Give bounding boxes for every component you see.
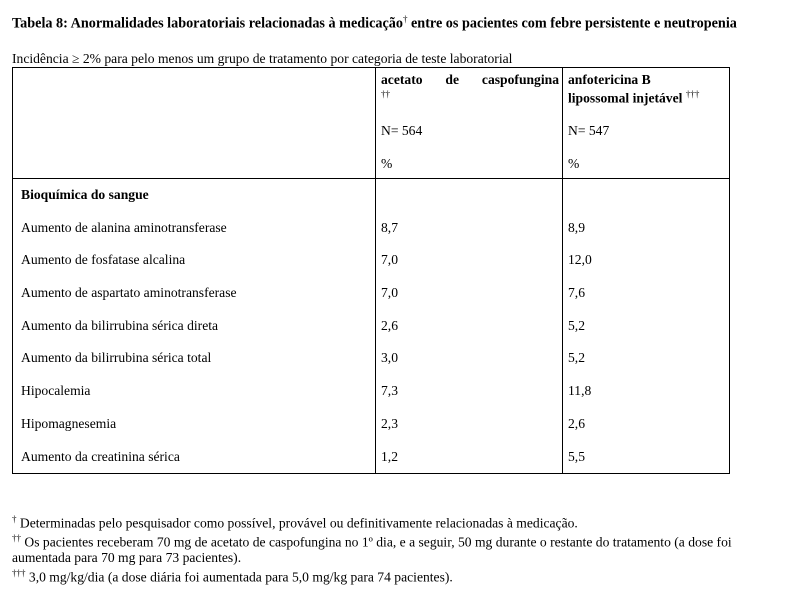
row-label: Aumento da creatinina sérica <box>21 448 180 464</box>
caspofungina-value: 7,0 <box>381 252 398 268</box>
caspofungina-value: 2,6 <box>381 317 398 333</box>
header-caspofungina-label: acetato de caspofungina <box>381 72 559 87</box>
caspofungina-value: 3,0 <box>381 350 398 366</box>
table-title-text-end: entre os pacientes com febre persistente e neutropenia <box>407 15 737 32</box>
header-anfotericina-unit: % <box>568 155 580 171</box>
footnote <box>12 512 792 531</box>
anfotericina-value: 12,0 <box>568 252 592 268</box>
table-body-row <box>13 179 730 474</box>
anfotericina-value: 5,5 <box>568 448 585 464</box>
header-caspofungina <box>376 68 563 179</box>
header-anfotericina-label-2: lipossomal injetável <box>568 90 683 106</box>
row-label: Aumento de alanina aminotransferase <box>21 219 227 235</box>
header-caspofungina-n: N= 564 <box>381 122 423 138</box>
table-subtitle: Incidência ≥ 2% para pelo menos um grupo de tratamento por categoria de teste laboratorial <box>12 51 513 66</box>
footnote-mark: †† <box>12 533 21 544</box>
double-dagger-mark: †† <box>381 89 390 99</box>
caspofungina-value: 8,7 <box>381 219 398 235</box>
lab-abnormalities-table <box>12 67 730 474</box>
header-anfotericina <box>563 68 730 179</box>
anfotericina-value: 8,9 <box>568 219 585 235</box>
footnote <box>12 566 792 585</box>
anfotericina-values-cell <box>563 179 730 474</box>
header-anfotericina-n: N= 547 <box>568 122 610 138</box>
row-label: Aumento da bilirrubina sérica total <box>21 350 212 366</box>
row-labels-cell <box>13 179 376 474</box>
anfotericina-value: 5,2 <box>568 317 585 333</box>
triple-dagger-mark: ††† <box>685 89 700 99</box>
header-anfotericina-label-1: anfotericina B <box>568 72 651 87</box>
header-empty-cell <box>13 68 376 179</box>
table-title-text: Tabela 8: Anormalidades laboratoriais relacionadas à medicação <box>12 15 403 32</box>
footnote-mark: ††† <box>12 567 26 578</box>
footnote-mark: † <box>12 514 17 524</box>
row-label: Aumento de fosfatase alcalina <box>21 252 186 268</box>
caspofungina-value: 2,3 <box>381 415 398 431</box>
footnote-text: 3,0 mg/kg/dia (a dose diária foi aumentada para 5,0 mg/kg para 74 pacientes). <box>25 569 453 585</box>
dagger-mark: † <box>402 14 408 24</box>
header-caspofungina-unit: % <box>381 155 393 171</box>
anfotericina-value: 2,6 <box>568 415 585 431</box>
anfotericina-value: 11,8 <box>568 383 592 399</box>
caspofungina-value: 7,3 <box>381 383 398 399</box>
row-label: Aumento de aspartato aminotransferase <box>21 285 237 301</box>
anfotericina-value: 7,6 <box>568 285 585 301</box>
caspofungina-value: 7,0 <box>381 285 398 301</box>
caspofungina-value: 1,2 <box>381 448 398 464</box>
footnote-text: Os pacientes receberam 70 mg de acetato de caspofungina no 1º dia, e a seguir, 50 mg durante o restante do tratamento (a dose foi aumentada para 70 mg para 73 pacientes). <box>12 534 732 566</box>
footnotes <box>12 512 792 585</box>
footnote <box>12 531 792 566</box>
table-title <box>12 12 792 32</box>
row-label: Hipomagnesemia <box>21 415 117 431</box>
table-header-row <box>13 68 730 179</box>
caspofungina-values-cell <box>376 179 563 474</box>
anfotericina-value: 5,2 <box>568 350 585 366</box>
footnote-text: Determinadas pelo pesquisador como possível, provável ou definitivamente relacionadas à medicação. <box>16 515 578 531</box>
row-label: Hipocalemia <box>21 383 91 399</box>
row-label: Aumento da bilirrubina sérica direta <box>21 317 219 333</box>
category-label: Bioquímica do sangue <box>21 187 149 202</box>
